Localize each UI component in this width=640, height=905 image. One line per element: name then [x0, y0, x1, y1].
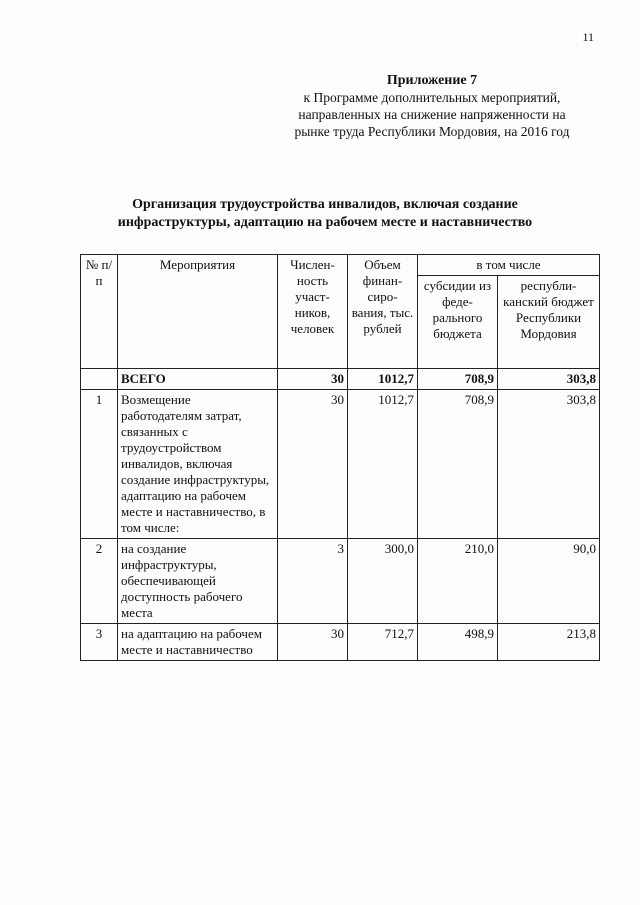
table-header-row — [81, 255, 600, 276]
header-activity: Мероприятия — [118, 255, 278, 369]
table-row — [81, 624, 600, 661]
row-volume: 1012,7 — [348, 390, 418, 539]
total-republic: 303,8 — [498, 369, 600, 390]
row-federal: 498,9 — [418, 624, 498, 661]
header-volume: Объем финан-сиро-вания, тыс. рублей — [348, 255, 418, 369]
title-line-1: Организация трудоустройства инвалидов, включая создание — [132, 197, 518, 212]
header-participants: Числен-ность участ-ников, человек — [278, 255, 348, 369]
total-federal: 708,9 — [418, 369, 498, 390]
appendix-block — [262, 72, 602, 140]
row-republic: 303,8 — [498, 390, 600, 539]
row-activity: на создание инфраструктуры, обеспечивающей доступность рабочего места — [118, 539, 278, 624]
row-participants: 3 — [278, 539, 348, 624]
total-num — [81, 369, 118, 390]
row-federal: 708,9 — [418, 390, 498, 539]
total-participants: 30 — [278, 369, 348, 390]
row-activity: Возмещение работодателям затрат, связанных с трудоустройством инвалидов, включая создание инфраструктуры, адаптацию на рабочем месте и наставничество, в том числе: — [118, 390, 278, 539]
row-volume: 712,7 — [348, 624, 418, 661]
row-num: 2 — [81, 539, 118, 624]
appendix-line-3: рынке труда Республики Мордовия, на 2016 год — [294, 124, 570, 139]
document-title — [90, 196, 560, 232]
row-republic: 90,0 — [498, 539, 600, 624]
table-total-row — [81, 369, 600, 390]
table-row — [81, 390, 600, 539]
row-federal: 210,0 — [418, 539, 498, 624]
header-republic: республи-канский бюджет Республики Мордовия — [498, 276, 600, 369]
activities-table — [80, 254, 600, 661]
row-num: 3 — [81, 624, 118, 661]
header-including: в том числе — [418, 255, 600, 276]
page-number: 11 — [582, 30, 594, 44]
appendix-line-2: направленных на снижение напряженности на — [298, 107, 566, 122]
row-num: 1 — [81, 390, 118, 539]
row-activity: на адаптацию на рабочем месте и наставничество — [118, 624, 278, 661]
total-label: ВСЕГО — [118, 369, 278, 390]
header-federal: субсидии из феде-рального бюджета — [418, 276, 498, 369]
row-participants: 30 — [278, 390, 348, 539]
row-participants: 30 — [278, 624, 348, 661]
table-row — [81, 539, 600, 624]
title-line-2: инфраструктуры, адаптацию на рабочем месте и наставничество — [117, 215, 533, 230]
appendix-line-1: к Программе дополнительных мероприятий, — [303, 90, 561, 105]
total-volume: 1012,7 — [348, 369, 418, 390]
row-volume: 300,0 — [348, 539, 418, 624]
header-num: № п/п — [81, 255, 118, 369]
row-republic: 213,8 — [498, 624, 600, 661]
appendix-heading: Приложение 7 — [386, 73, 478, 88]
